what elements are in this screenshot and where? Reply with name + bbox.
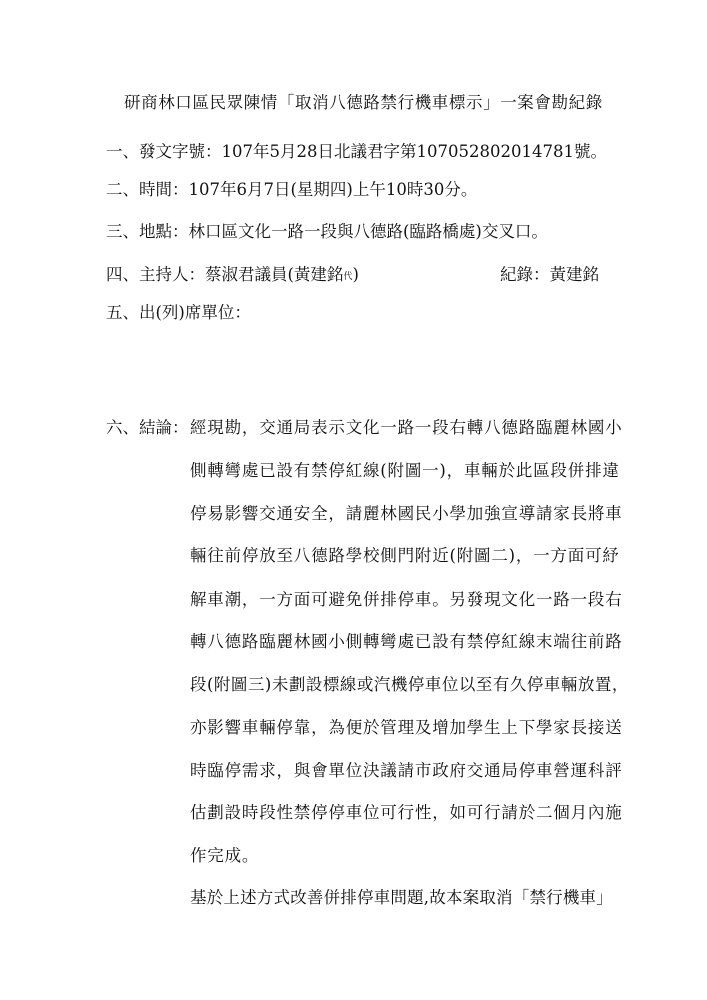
document-title: 研商林口區民眾陳情「取消八德路禁行機車標示」一案會勘紀錄 bbox=[124, 93, 603, 112]
item-location bbox=[106, 222, 548, 242]
recorder: 紀錄：黃建銘 bbox=[500, 265, 599, 284]
conclusion-line: 輛往前停放至八德路學校側門附近(附圖二)，一方面可紓 bbox=[190, 546, 620, 565]
conclusion-line: 時臨停需求，與會單位決議請市政府交通局停車營運科評 bbox=[190, 761, 623, 780]
conclusion-line: 經現勘，交通局表示文化一路一段右轉八德路臨麗林國小 bbox=[190, 418, 623, 437]
item-attendees bbox=[106, 303, 251, 323]
item-label: 一、發文字號： bbox=[106, 142, 222, 161]
item-value: 107年5月28日北議君字第107052802014781號。 bbox=[221, 142, 607, 161]
item-label: 二、時間： bbox=[106, 180, 189, 199]
item-label: 五、出(列)席單位： bbox=[106, 303, 251, 322]
conclusion-line: 停易影響交通安全，請麗林國民小學加強宣導請家長將車 bbox=[190, 504, 623, 523]
proxy-mark: 代 bbox=[343, 272, 353, 282]
item-time bbox=[106, 180, 477, 200]
item-value: 107年6月7日(星期四)上午10時30分。 bbox=[188, 180, 478, 199]
conclusion-label: 六、結論： bbox=[106, 418, 189, 437]
item-label: 三、地點： bbox=[106, 222, 189, 241]
conclusion-line: 轉八德路臨麗林國小側轉彎處已設有禁停紅線末端往前路 bbox=[190, 632, 623, 651]
conclusion-line: 解車潮，一方面可避免併排停車。另發現文化一路一段右 bbox=[190, 590, 623, 609]
item-value: 林口區文化一路一段與八德路(臨路橋處)交叉口。 bbox=[188, 222, 548, 241]
conclusion-line: 估劃設時段性禁停停車位可行性，如可行請於二個月內施 bbox=[190, 803, 623, 822]
item-value-end: ) bbox=[352, 265, 359, 284]
item-label: 四、主持人： bbox=[106, 265, 205, 284]
item-document-number bbox=[106, 142, 607, 162]
conclusion-line: 亦影響車輛停靠，為便於管理及增加學生上下學家長接送 bbox=[190, 718, 623, 737]
conclusion-line: 段(附圖三)未劃設標線或汽機停車位以至有久停車輛放置， bbox=[190, 675, 629, 694]
closing-paragraph: 基於上述方式改善併排停車問題,故本案取消「禁行機車」 bbox=[190, 888, 613, 907]
item-value: 蔡淑君議員(黃建銘 bbox=[205, 265, 344, 284]
conclusion-line: 作完成。 bbox=[190, 846, 260, 865]
item-host bbox=[106, 265, 359, 287]
conclusion-line: 側轉彎處已設有禁停紅線(附圖一)，車輛於此區段併排違 bbox=[190, 461, 620, 480]
